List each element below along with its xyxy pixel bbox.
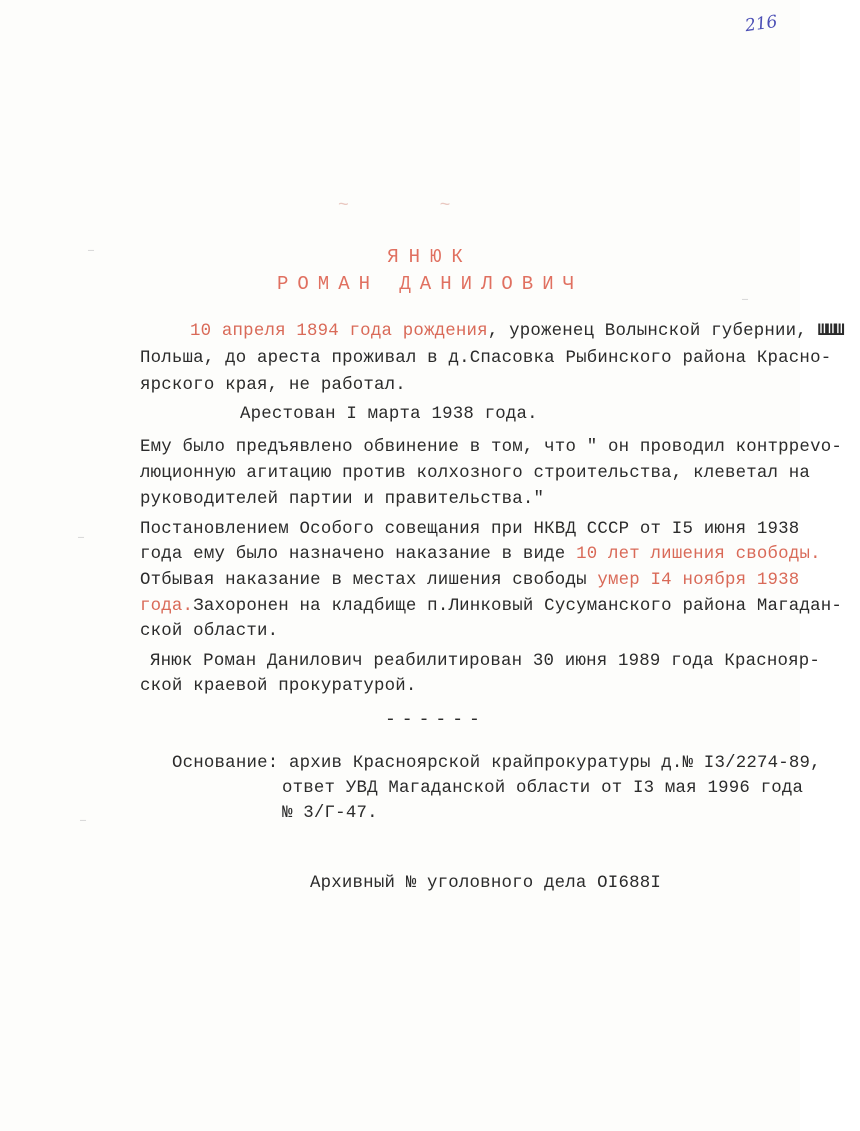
arrest-line: Арестован I марта 1938 года. <box>240 405 538 424</box>
bio-line-1 <box>190 322 843 341</box>
person-surname: ЯНЮК <box>387 246 473 268</box>
margin-mark: — <box>78 533 85 544</box>
rehabilitation-line-2: ской краевой прокуратурой. <box>140 677 417 696</box>
struck-text: ШШШ <box>817 322 843 341</box>
sentence-line-1: Постановлением Особого совещания при НКВД СССР от I5 июня 1938 <box>140 520 800 539</box>
sentence-line-4 <box>140 597 842 616</box>
margin-mark: — <box>80 816 87 827</box>
basis-line-2: ответ УВД Магаданской области от I3 мая 1996 года <box>282 779 804 798</box>
basis-line-3: № 3/Г-47. <box>282 804 378 823</box>
case-number: Архивный № уголовного дела OI688I <box>310 874 661 893</box>
bio-line-3: ярского края, не работал. <box>140 376 406 395</box>
basis-line-1: Основание: архив Красноярской крайпрокуратуры д.№ I3/2274-89, <box>172 754 821 773</box>
charge-line-3: руководителей партии и правительства." <box>140 490 545 509</box>
death-year-word: года. <box>140 597 194 616</box>
sentence-line-3 <box>140 571 799 590</box>
sentence-line-5: ской области. <box>140 622 279 641</box>
separator: ------ <box>385 710 486 730</box>
margin-mark: — <box>88 246 95 257</box>
margin-mark: — <box>742 295 749 306</box>
burial-place: Захоронен на кладбище п.Линковый Сусуманского района Магадан- <box>193 597 842 616</box>
bio-line-2: Польша, до ареста проживал в д.Спасовка Рыбинского района Красно- <box>140 349 832 368</box>
sentence-line-2 <box>140 545 821 564</box>
sentence-term: 10 лет лишения свободы. <box>576 545 821 564</box>
sentence-text: года ему было назначено наказание в виде <box>140 545 577 564</box>
charge-line-1: Ему было предъявлено обвинение в том, что " он проводил контрреvo- <box>140 438 842 457</box>
birth-date: 10 апреля 1894 года рождения <box>190 322 488 341</box>
person-given-names: РОМАН ДАНИЛОВИЧ <box>276 273 584 295</box>
faint-pencil-mark: ~ ~ <box>338 196 491 216</box>
archive-sheet-number: 216 <box>743 11 779 37</box>
rehabilitation-line-1: Янюк Роман Данилович реабилитирован 30 июня 1989 года Краснояр- <box>150 652 821 671</box>
charge-line-2: люционную агитацию против колхозного строительства, клеветал на <box>140 464 811 483</box>
death-date: умер I4 ноября 1938 <box>597 571 800 590</box>
birth-place: , уроженец Волынской губернии, <box>487 322 818 341</box>
sentence-text: Отбывая наказание в местах лишения свободы <box>140 571 598 590</box>
